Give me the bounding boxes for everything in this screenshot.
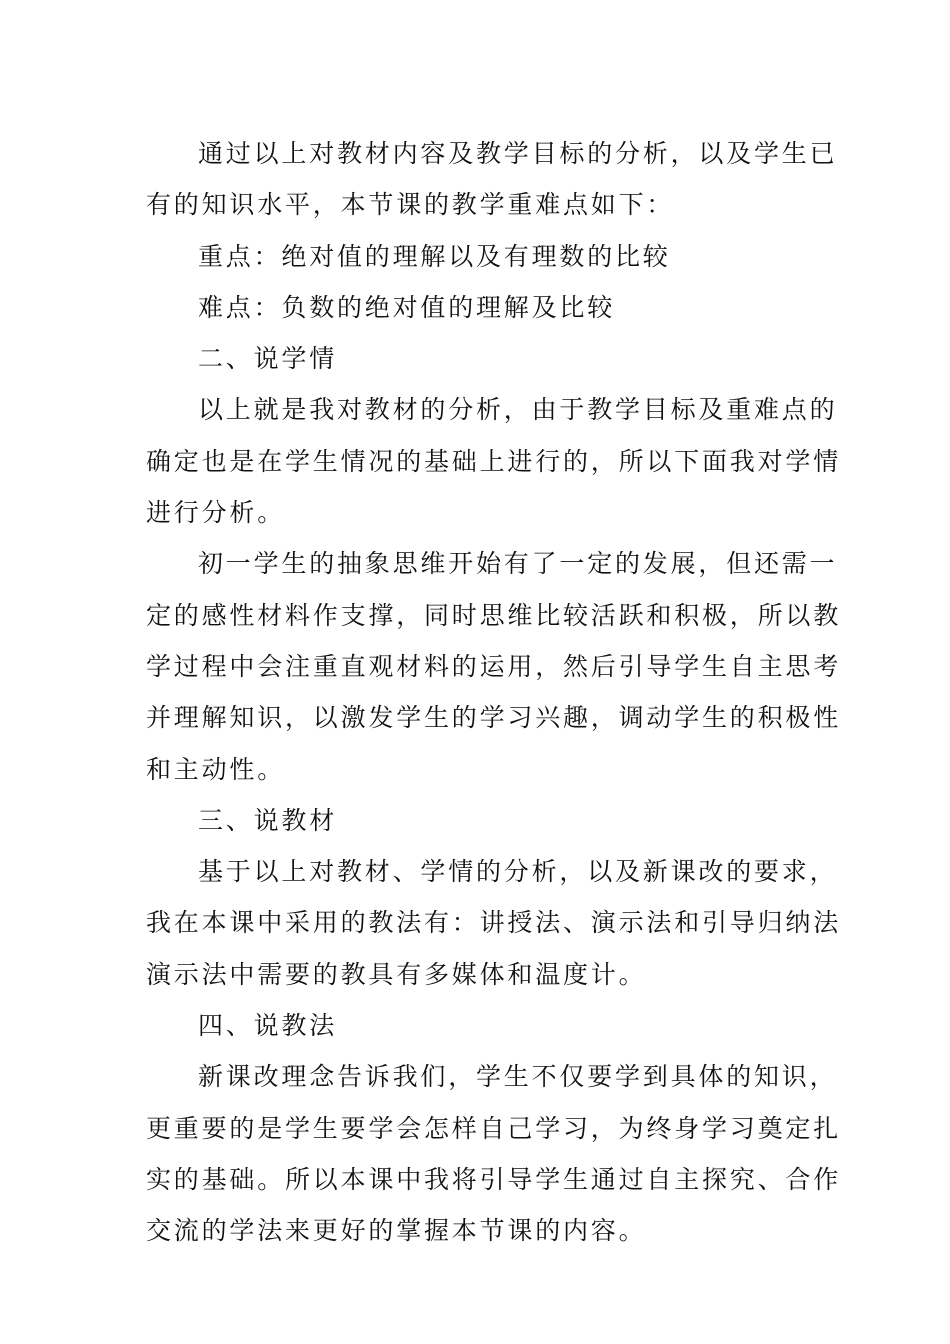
- paragraph-line: 并理解知识，以激发学生的学习兴趣，调动学生的积极性: [146, 703, 842, 733]
- paragraph-line: 我在本课中采用的教法有：讲授法、演示法和引导归纳法: [146, 908, 842, 938]
- paragraph-line: 确定也是在学生情况的基础上进行的，所以下面我对学情: [146, 446, 842, 476]
- paragraph-line: 学过程中会注重直观材料的运用，然后引导学生自主思考: [146, 651, 842, 681]
- paragraph-line: 通过以上对教材内容及教学目标的分析，以及学生已: [198, 139, 838, 168]
- key-point-line: 重点：绝对值的理解以及有理数的比较: [198, 241, 671, 271]
- difficult-point-line: 难点：负数的绝对值的理解及比较: [198, 292, 616, 322]
- paragraph-line: 有的知识水平，本节课的教学重难点如下：: [146, 190, 675, 220]
- paragraph-line: 基于以上对教材、学情的分析，以及新课改的要求，: [198, 857, 838, 887]
- paragraph-line: 实的基础。所以本课中我将引导学生通过自主探究、合作: [146, 1164, 842, 1194]
- paragraph-line: 初一学生的抽象思维开始有了一定的发展，但还需一: [198, 549, 838, 579]
- paragraph-line: 新课改理念告诉我们，学生不仅要学到具体的知识，: [198, 1062, 838, 1092]
- paragraph-line: 以上就是我对教材的分析，由于教学目标及重难点的: [198, 395, 838, 425]
- section-heading: 四、说教法: [198, 1011, 338, 1041]
- paragraph-line: 和主动性。: [146, 754, 286, 784]
- paragraph-line: 进行分析。: [146, 498, 286, 528]
- paragraph-line: 演示法中需要的教具有多媒体和温度计。: [146, 959, 647, 989]
- paragraph-line: 定的感性材料作支撑，同时思维比较活跃和积极，所以教: [146, 600, 842, 630]
- section-heading: 二、说学情: [198, 344, 338, 374]
- document-body: [146, 128, 842, 1257]
- paragraph-line: 交流的学法来更好的掌握本节课的内容。: [146, 1216, 647, 1246]
- paragraph-line: 更重要的是学生要学会怎样自己学习，为终身学习奠定扎: [146, 1113, 842, 1143]
- section-heading: 三、说教材: [198, 805, 338, 835]
